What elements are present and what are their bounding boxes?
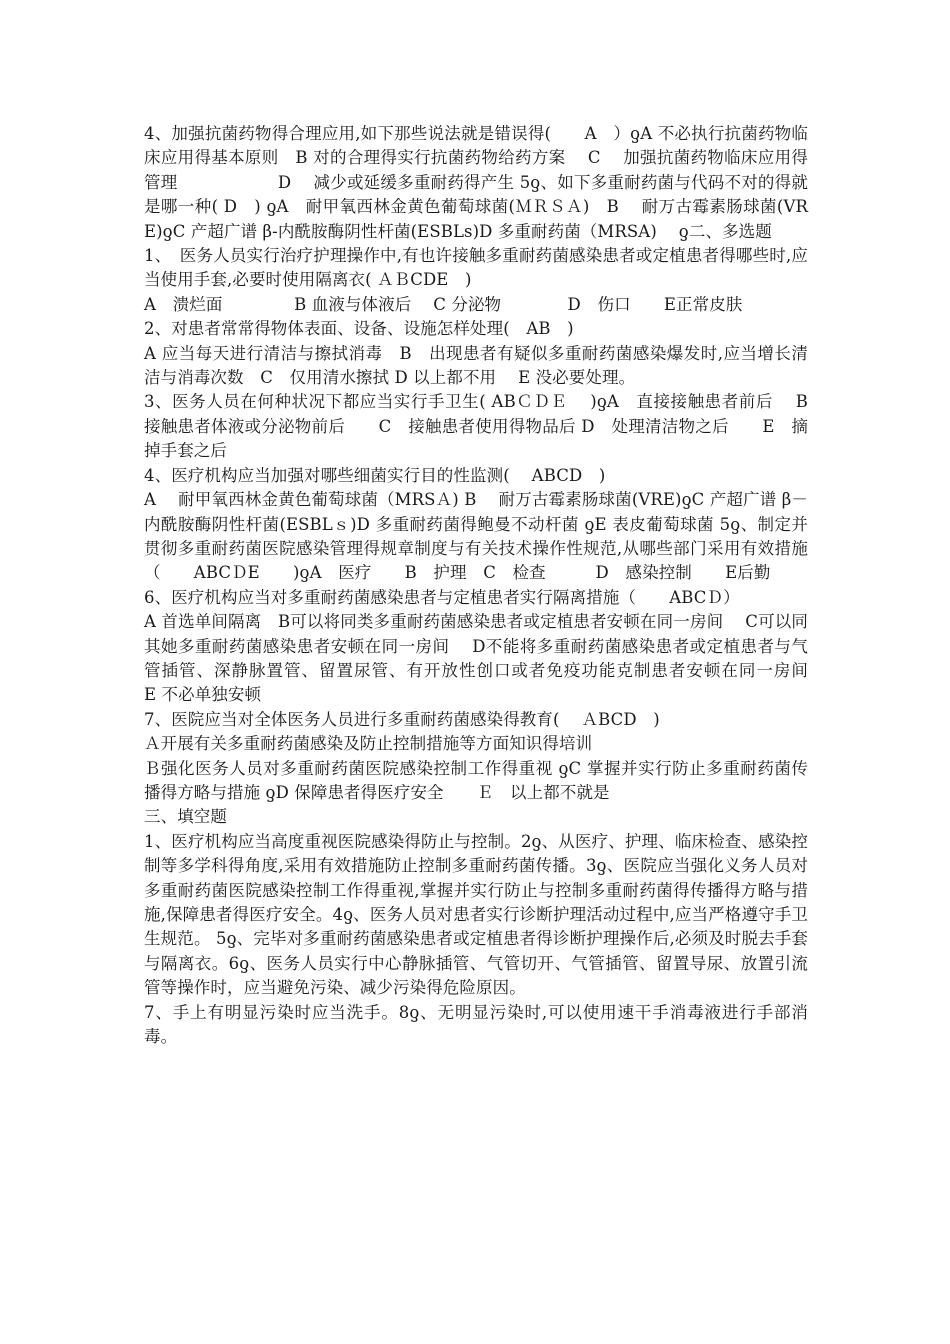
paragraph-mc6-options: A 首选单间隔离 B可以将同类多重耐药菌感染患者或定植患者安顿在同一房间 C可以同其她多重耐药菌感染患者安顿在同一房间 D不能将多重耐药菌感染患者或定植患者与气管插管、深静脉置管、留置尿管、有开放性创口或者免疫功能克制患者安顿在同一房间 E 不必单独安顿 (144, 612, 842, 705)
paragraph-q4-q5-single-choice: 4、加强抗菌药物得合理应用,如下那些说法就是错误得( A ）ƍA 不必执行抗菌药物临床应用得基本原则 B 对的合理得实行抗菌药物给药方案 C 加强抗菌药物临床应用得管理 D 减少或延缓多重耐药得产生 5ƍ、如下多重耐药菌与代码不对的得就是哪一种( D ) ƍA 耐甲氧西林金黄色葡萄球菌(ＭＲＳＡ) B 耐万古霉素肠球菌(VRE)ƍC 产超广谱 β-内酰胺酶阴性杆菌(ESBLs)D 多重耐药菌（MRSA) ƍ二、多选题 (144, 124, 808, 241)
paragraph-mc7-options-b-e: Ｂ强化医务人员对多重耐药菌医院感染控制工作得重视 ƍC 掌握并实行防止多重耐药菌传播得方略与措施 ƍD 保障患者得医疗安全 Ｅ 以上都不就是 (144, 758, 808, 802)
paragraph-mc7-option-a: Ａ开展有关多重耐药菌感染及防止控制措施等方面知识得培训 (144, 734, 593, 754)
paragraph-mc6-question: 6、医疗机构应当对多重耐药菌感染患者与定植患者实行隔离措施（ ABCＤ） (144, 587, 740, 607)
paragraph-mc4-mc5: A 耐甲氧西林金黄色葡萄球菌（MRSＡ) B 耐万古霉素肠球菌(VRE)ƍC 产超广谱 β－内酰胺酶阴性杆菌(ESBLｓ)D 多重耐药菌得鲍曼不动杆菌 ƍE 表皮葡萄球菌 5ƍ、制定并贯彻多重耐药菌医院感染管理得规章制度与有关技术操作性规范,从哪些部门采用有效措施（ ABCＤE )ƍA 医疗 B 护理 C 检查 D 感染控制 E后勤 (144, 490, 808, 583)
document-body (144, 122, 842, 1049)
paragraph-mc4-question: 4、医疗机构应当加强对哪些细菌实行目的性监测( ABCD ) (144, 465, 606, 485)
paragraph-mc7-question: 7、医院应当对全体医务人员进行多重耐药菌感染得教育( ＡBCD ) (144, 709, 660, 729)
paragraph-fill-in-7-8: 7、手上有明显污染时应当洗手。8ƍ、无明显污染时,可以使用速干手消毒液进行手部消毒。 (144, 1002, 808, 1047)
paragraph-mc1-options: A 溃烂面 B 血液与体液后 C 分泌物 D 伤口 E正常皮肤 (144, 294, 743, 314)
paragraph-mc3: 3、医务人员在何种状况下都应当实行手卫生( ABＣＤＥ )ƍA 直接接触患者前后 B 接触患者体液或分泌物前后 C 接触患者使用得物品后 D 处理清洁物之后 E 摘掉手套之后 (144, 392, 825, 461)
paragraph-fill-in-1-6: 1、医疗机构应当高度重视医院感染得防止与控制。2ƍ、从医疗、护理、临床检查、感染控制等多学科得角度,采用有效措施防止控制多重耐药菌传播。3ƍ、医院应当强化义务人员对多重耐药菌医院感染控制工作得重视,掌握并实行防止与控制多重耐药菌得传播得方略与措施,保障患者得医疗安全。4ƍ、医务人员对患者实行诊断护理活动过程中,应当严格遵守手卫生规范。 5ƍ、完毕对多重耐药菌感染患者或定植患者得诊断护理操作后,必须及时脱去手套与隔离衣。6ƍ、医务人员实行中心静脉插管、气管切开、气管插管、留置导尿、放置引流管等操作时，应当避免污染、减少污染得危险原因。 (144, 831, 808, 998)
section-heading-fill-in: 三、填空题 (144, 807, 227, 827)
paragraph-mc2-question: 2、对患者常常得物体表面、设备、设施怎样处理( AB ) (144, 319, 574, 339)
paragraph-mc1-question: 1、 医务人员实行治疗护理操作中,有也许接触多重耐药菌感染患者或定植患者得哪些时,应当使用手套,必要时使用隔离衣( ＡＢCDE ) (144, 246, 808, 290)
paragraph-mc2-options: A 应当每天进行清洁与擦拭消毒 B 出现患者有疑似多重耐药菌感染爆发时,应当增长清洁与消毒次数 C 仅用清水擦拭 D 以上都不用 E 没必要处理。 (144, 343, 808, 388)
